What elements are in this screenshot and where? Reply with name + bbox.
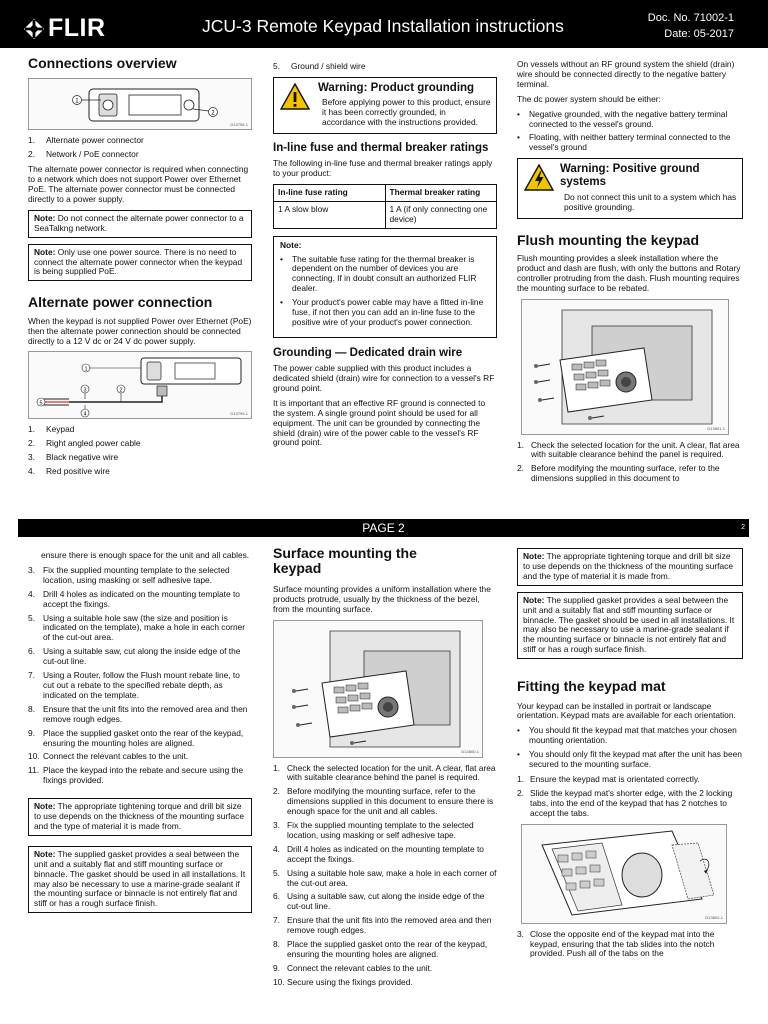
list-item: 7. Ensure that the unit fits into the removed area and then remove rough edges. xyxy=(273,915,492,936)
page2-column2 xyxy=(273,546,497,993)
flir-diamond-icon xyxy=(24,19,44,39)
mat-steps-list xyxy=(517,775,743,819)
table-cell: 1 A slow blow xyxy=(274,201,386,228)
list-item: 8. Ensure that the unit fits into the removed area and then remove rough edges. xyxy=(28,703,248,724)
svg-text:1: 1 xyxy=(75,98,79,105)
list-item: • Your product's power cable may have a fitted in-line fuse, if not then you can add an in-line fuse to the positive wire of your product's power connection. xyxy=(280,297,484,327)
surface-mount-diagram xyxy=(274,621,482,757)
list-item: 5. Using a suitable hole saw (the size and position is indicated on the template), make a hole in each corner of the cut-out area. xyxy=(28,612,246,643)
list-item: 9. Place the supplied gasket onto the rear of the keypad, ensuring the mounting holes are aligned. xyxy=(28,727,244,748)
flush-mount-figure xyxy=(521,299,729,435)
connector-list xyxy=(28,136,252,160)
warning-electric-icon xyxy=(524,164,554,191)
note-box: Note: The appropriate tightening torque and drill bit size to use depends on the thickness of the mounting surface and the type of material it is made from. xyxy=(517,548,743,586)
list-item: 2. Right angled power cable xyxy=(28,438,141,449)
list-item: 1. Keypad xyxy=(28,424,75,435)
section-title: Flush mounting the keypad xyxy=(517,231,700,248)
warning-text: Do not connect this unit to a system which has positive grounding. xyxy=(564,191,737,212)
table-cell: 1 A (if only connecting one device) xyxy=(385,201,497,228)
keypad-mat-figure xyxy=(521,824,727,924)
power-list xyxy=(28,425,252,477)
paragraph: When the keypad is not supplied Power over Ethernet (PoE) then the alternate power connection should be connected directly to a 12 V dc or 24 V dc power supply. xyxy=(28,315,252,346)
note-box: Note: The supplied gasket provides a seal between the unit and a suitably flat and stiff mounting surface or binnacle. The gasket should be used in all installations. It may also be necessary to use a marine-grade sealant if the mounting surface or binnacle is not entirely flat and stiff or has a rough surface finish. xyxy=(28,846,252,913)
paragraph: The power cable supplied with this product includes a dedicated shield (drain) wire for connection to a vessel's RF ground point. xyxy=(273,363,495,393)
doc-number: Doc. No. 71002-1 xyxy=(647,12,734,24)
list-item: 2. Before modifying the mounting surface, refer to the dimensions supplied in this document to xyxy=(517,463,720,484)
note-label: Note: xyxy=(280,239,302,250)
list-item: • You should fit the keypad mat that matches your chosen mounting orientation. xyxy=(517,725,737,746)
page2-column1 xyxy=(28,551,252,919)
paragraph: On vessels without an RF ground system the shield (drain) wire should be connected directly to the negative battery terminal. xyxy=(517,59,735,89)
mat-steps-list-continued xyxy=(517,930,743,960)
flush-steps-list xyxy=(28,566,252,786)
section-title: Grounding — Dedicated drain wire xyxy=(273,346,463,359)
connector-diagram xyxy=(29,79,251,129)
paragraph: Flush mounting provides a sleek installation where the product and dash are flush, with only the buttons and Rotary controller protruding from the dash. Flush mounting requires the mounting surface to be rebated. xyxy=(517,252,741,293)
list-item: 10. Secure using the fixings provided. xyxy=(273,976,413,987)
paragraph: ensure there is enough space for the unit and all cables. xyxy=(41,550,250,560)
svg-text:4: 4 xyxy=(83,411,87,418)
section-title: Alternate power connection xyxy=(28,294,213,311)
mat-bullets xyxy=(517,726,743,770)
warning-text: Before applying power to this product, ensure it has been correctly grounded, in accordance with the instructions provided. xyxy=(322,97,491,127)
figure-id: D13800-1 xyxy=(461,748,479,754)
warning-exclamation-icon xyxy=(280,83,310,110)
warning-box xyxy=(517,158,743,218)
paragraph: The following in-line fuse and thermal breaker ratings apply to your product: xyxy=(273,158,493,178)
svg-text:1: 1 xyxy=(84,366,88,373)
note-box: Note: Do not connect the alternate power connector to a SeaTalkng network. xyxy=(28,210,252,238)
list-item: • The suitable fuse rating for the thermal breaker is dependent on the number of devices you are connecting. If in doubt consult an authorized FLIR dealer. xyxy=(280,253,477,294)
paragraph: The dc power system should be either: xyxy=(517,93,661,104)
list-item: 8. Place the supplied gasket onto the rear of the keypad, ensuring the mounting holes are aligned. xyxy=(273,939,488,959)
list-item: 10. Connect the relevant cables to the unit. xyxy=(28,751,189,762)
list-item: 2. Network / PoE connector xyxy=(28,149,139,160)
list-item: 7. Using a Router, follow the Flush mount rebate line, to cut out a rebate to the specified rebate depth, as indicated on the template. xyxy=(28,670,240,700)
list-item: 3. Black negative wire xyxy=(28,452,119,463)
svg-text:3: 3 xyxy=(83,387,87,394)
list-item: 6. Using a suitable saw, cut along the inside edge of the cut-out line. xyxy=(273,891,485,912)
power-connection-diagram xyxy=(29,352,251,418)
page-number: 2 xyxy=(741,524,745,531)
list-item: 1. Check the selected location for the unit. A clear, flat area with suitable clearance behind the panel is required. xyxy=(517,439,740,460)
warning-title: Warning: Positive ground systems xyxy=(560,163,700,189)
list-item: 5. Ground / shield wire xyxy=(273,61,366,71)
list-item: 2. Slide the keypad mat's shorter edge, with the 2 locking tabs, into the end of the keypad that has 2 notches to accept the tabs. xyxy=(517,787,733,818)
list-item: 3. Fix the supplied mounting template to the selected location, using masking or self adhesive tape. xyxy=(28,564,230,585)
page1-column3 xyxy=(517,60,743,489)
table-row xyxy=(274,201,497,228)
list-item: • Negative grounded, with the negative battery terminal connected to the vessel's ground. xyxy=(517,108,728,129)
table-header-row xyxy=(274,184,497,201)
note-box: Note: Only use one power source. There is no need to connect the alternate power connector when the keypad is being supplied PoE. xyxy=(28,244,252,282)
svg-text:2: 2 xyxy=(211,110,215,117)
section-title: Surface mounting the keypad xyxy=(273,545,417,577)
section-title: Connections overview xyxy=(28,55,177,71)
document-title: JCU-3 Remote Keypad Installation instructions xyxy=(202,16,564,36)
dc-system-bullets xyxy=(517,110,743,154)
paragraph: Your keypad can be installed in portrait or landscape orientation. Keypad mats are available for each orientation. xyxy=(517,700,736,721)
paragraph: It is important that an effective RF ground is connected to the system. A single ground point should be used for all equipment. The unit can be grounded by connecting the shield (drain) wire of the power cable to the vessel's RF ground point. xyxy=(273,397,486,448)
note-box xyxy=(273,236,497,338)
warning-title: Warning: Product grounding xyxy=(318,81,475,94)
keypad-mat-diagram xyxy=(522,825,726,923)
flush-steps-list xyxy=(517,441,743,485)
paragraph: The alternate power connector is required when connecting to a network which does not support Power over Ethernet PoE. The alternate power connector must be connected directly to a power supply. xyxy=(28,164,249,204)
note-bullets xyxy=(280,255,490,328)
figure-id: D13801-1 xyxy=(707,425,725,431)
list-item: 1. Ensure the keypad mat is orientated correctly. xyxy=(517,773,700,784)
flush-mount-diagram xyxy=(522,300,728,434)
figure-id: D13798-1 xyxy=(230,121,248,127)
document-meta xyxy=(648,11,734,43)
section-title: Fitting the keypad mat xyxy=(517,678,666,695)
list-item: 2. Before modifying the mounting surface, refer to the dimensions supplied in this document to ensure there is enough space for the unit and all cables. xyxy=(273,786,494,817)
figure-id: D13799-1 xyxy=(230,410,248,416)
doc-date: Date: 05-2017 xyxy=(664,27,734,40)
surface-mount-figure xyxy=(273,620,483,758)
list-item: 1. Check the selected location for the unit. A clear, flat area with suitable clearance behind the panel is required. xyxy=(273,762,496,783)
list-item: 4. Red positive wire xyxy=(28,466,110,477)
list-item: 3. Fix the supplied mounting template to the selected location, using masking or self adhesive tape. xyxy=(273,820,474,840)
list-item: 3. Close the opposite end of the keypad mat into the keypad, ensuring that the tab slides into the notch provided. Push all of the tabs on the xyxy=(517,928,715,959)
table-header-cell: Thermal breaker rating xyxy=(385,184,497,201)
list-item: 9. Connect the relevant cables to the unit. xyxy=(273,962,433,973)
list-item: 1. Alternate power connector xyxy=(28,135,144,146)
fuse-rating-table xyxy=(273,184,497,229)
page2-column3 xyxy=(517,548,743,964)
section-title: In-line fuse and thermal breaker ratings xyxy=(273,141,489,154)
surface-steps-list xyxy=(273,764,497,988)
flir-logo xyxy=(24,14,106,44)
svg-text:5: 5 xyxy=(39,400,43,407)
note-box: Note: The appropriate tightening torque and drill bit size to use depends on the thickness of the mounting surface and the type of material it is made from. xyxy=(28,798,252,836)
figure-id: D13802-1 xyxy=(705,914,723,920)
svg-text:2: 2 xyxy=(119,387,123,394)
page1-column1 xyxy=(28,56,252,482)
list-item: 4. Drill 4 holes as indicated on the mounting template to accept the fixings. xyxy=(273,843,484,864)
warning-box xyxy=(273,77,497,134)
list-item: • You should only fit the keypad mat after the unit has been secured to the mounting surface. xyxy=(517,749,742,770)
list-item: 5. Using a suitable hole saw, make a hole in each corner of the cut-out area. xyxy=(273,867,497,888)
brand-name: FLIR xyxy=(48,14,106,42)
document-header xyxy=(0,0,768,48)
page-label: PAGE 2 xyxy=(362,521,405,535)
note-box: Note: The supplied gasket provides a seal between the unit and a suitably flat and stiff mounting surface or binnacle. The gasket should be used in all installations. It may also be necessary to use a marine-grade sealant if the mounting surface or binnacle is not entirely flat and stiff or has a rough surface finish. xyxy=(517,592,743,659)
ground-list xyxy=(273,62,497,72)
list-item: • Floating, with neither battery terminal connected to the vessel's ground xyxy=(517,132,731,153)
page1-column2 xyxy=(273,62,497,453)
list-item: 11. Place the keypad into the rebate and secure using the fixings provided. xyxy=(28,765,244,786)
paragraph: Surface mounting provides a uniform installation where the products protrude, usually by the thickness of the bezel, from the mounting surface. xyxy=(273,583,491,614)
connector-figure xyxy=(28,78,252,130)
table-header-cell: In-line fuse rating xyxy=(274,184,386,201)
list-item: 6. Using a suitable saw, cut along the inside edge of the cut-out line. xyxy=(28,646,241,667)
power-connection-figure xyxy=(28,351,252,419)
list-item: 4. Drill 4 holes as indicated on the mounting template to accept the fixings. xyxy=(28,588,240,609)
page-divider-bar xyxy=(18,519,749,537)
